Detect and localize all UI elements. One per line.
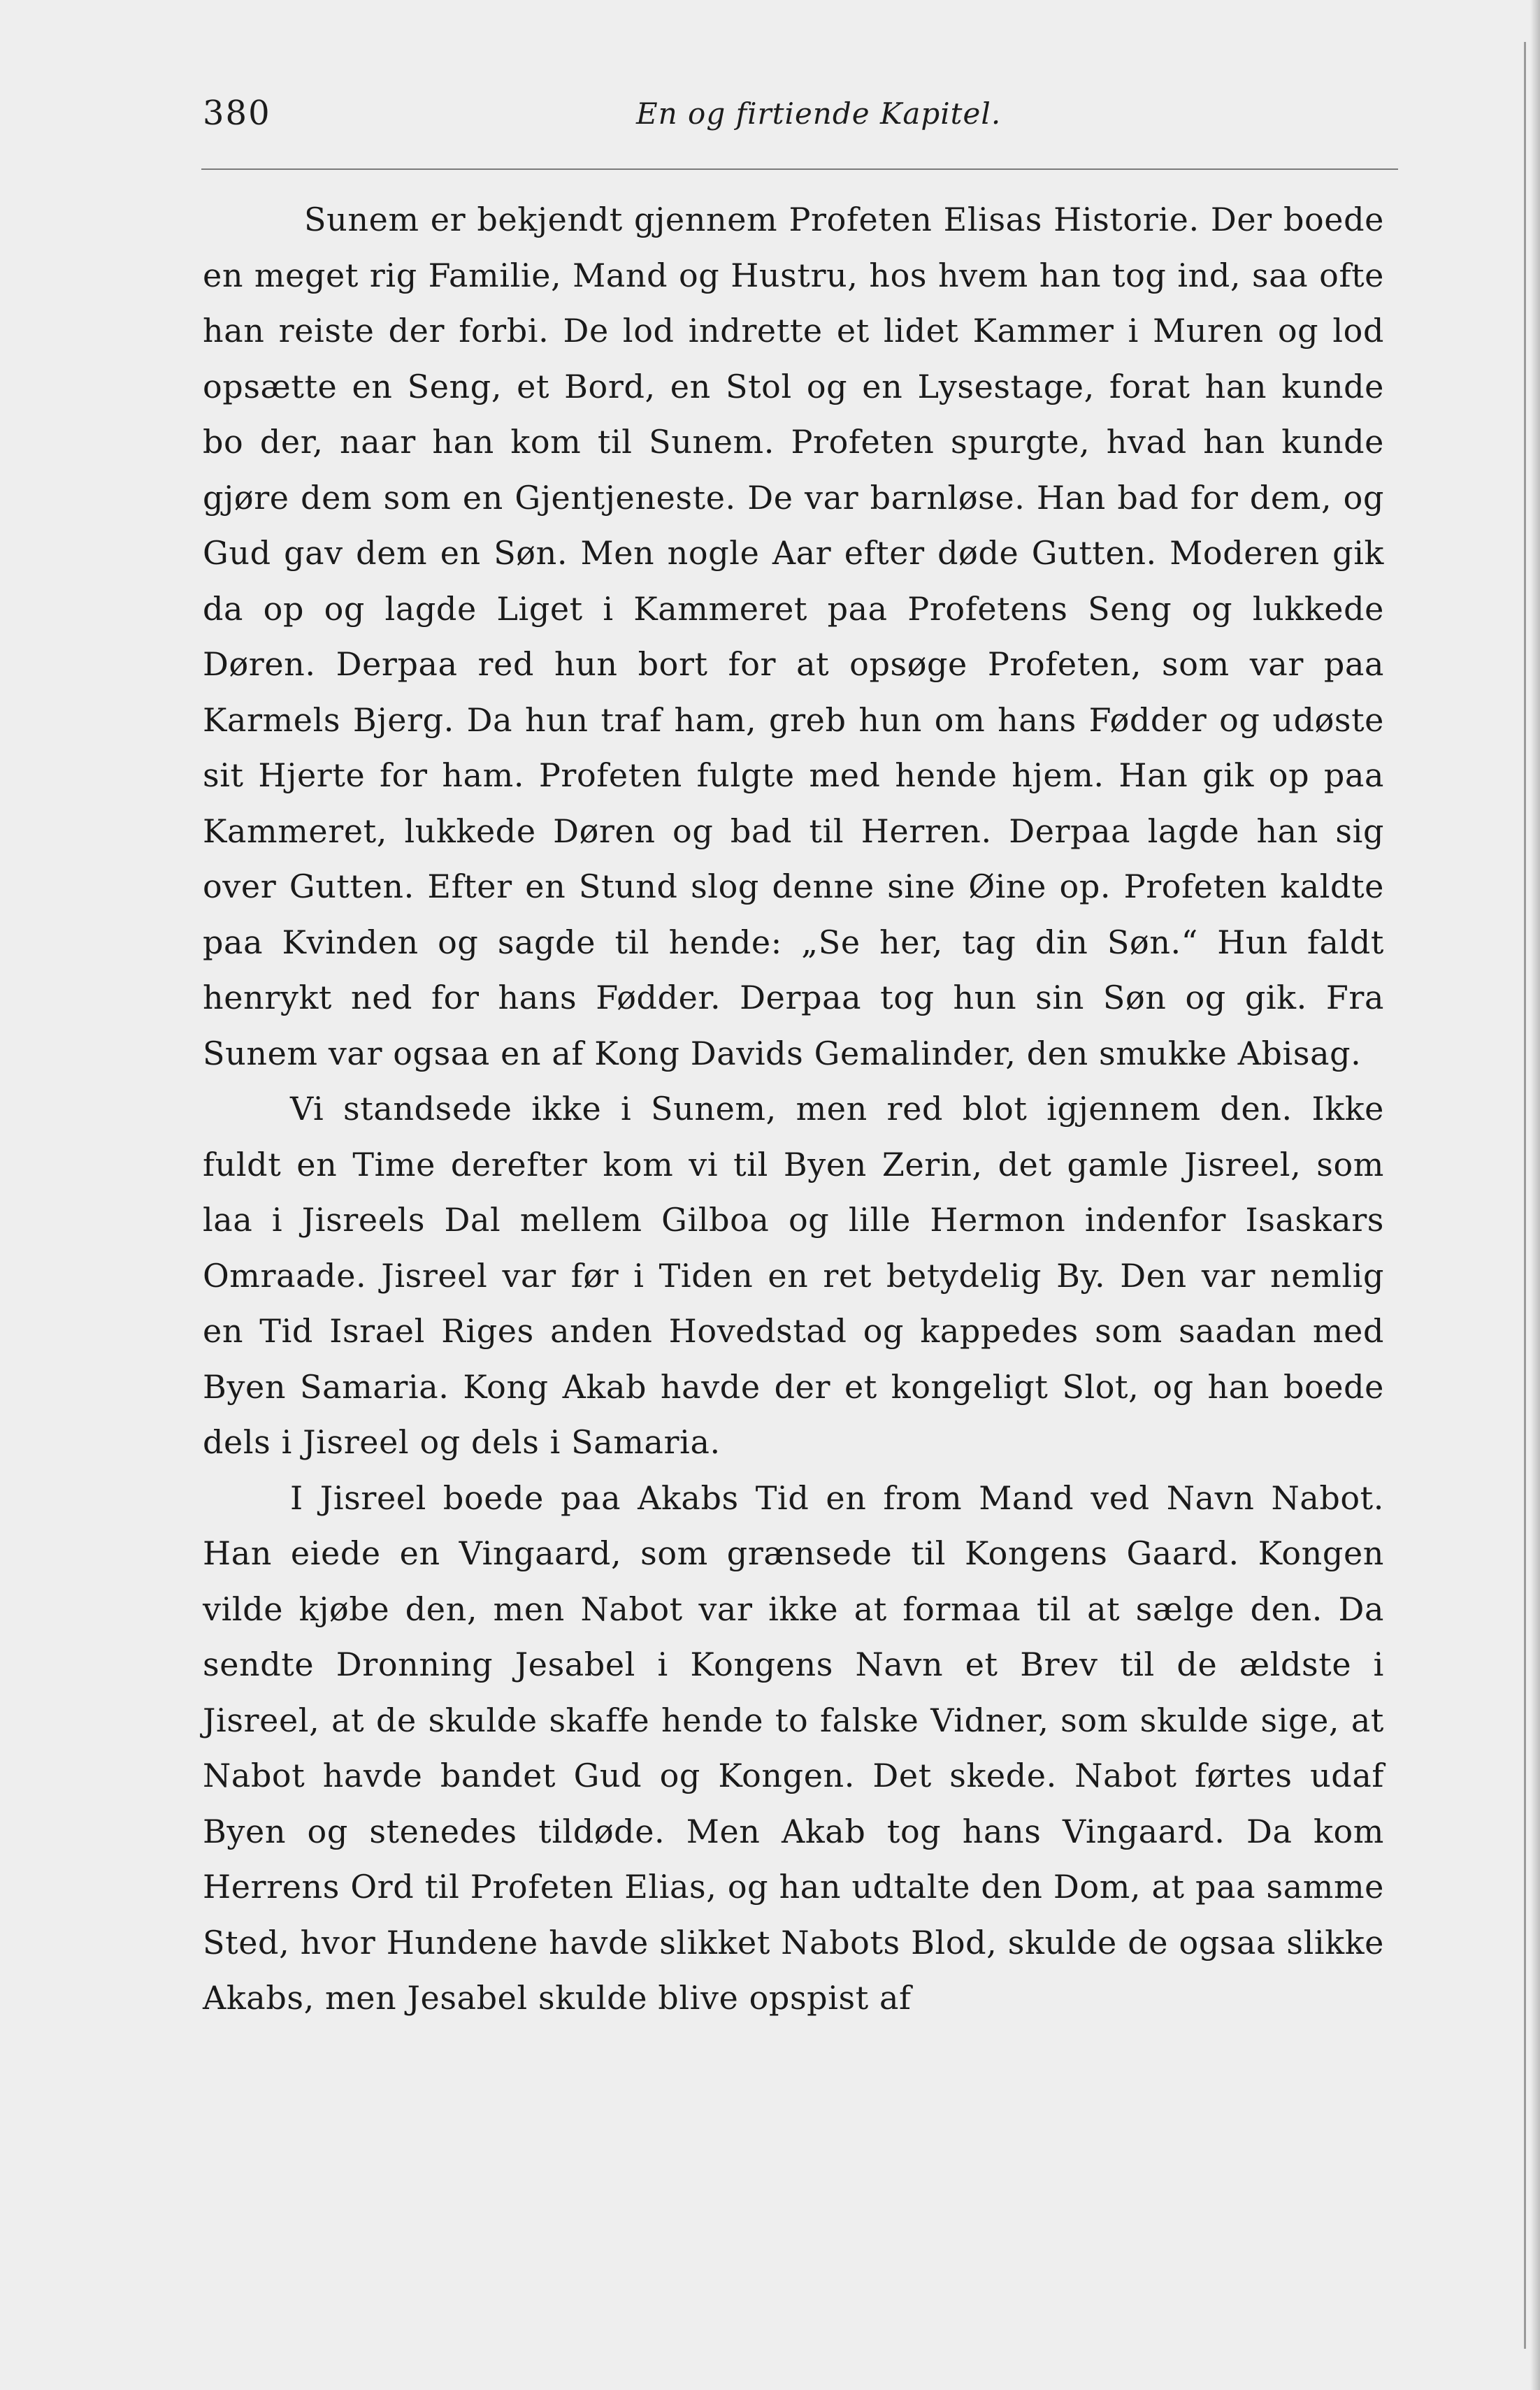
page-number: 380 xyxy=(203,94,271,133)
header-rule xyxy=(201,168,1398,170)
page-header xyxy=(203,94,1391,143)
body-text xyxy=(203,192,1384,2027)
page-edge-line xyxy=(1524,42,1526,2349)
paragraph-jisreel: Vi standsede ikke i Sunem, men red blot igjennem den. Ikke fuldt en Time derefter kom vi til Byen Zerin, det gamle Jisreel, som laa i Jisreels Dal mellem Gilboa og lille Hermon indenfor Isaskars Omraade. Jisreel var før i Tiden en ret betydelig By. Den var nemlig en Tid Israel Riges anden Hovedstad og kappedes som saadan med Byen Samaria. Kong Akab havde der et kongeligt Slot, og han boede dels i Jisreel og dels i Samaria. xyxy=(203,1090,1384,1461)
running-title: En og firtiende Kapitel. xyxy=(636,96,1002,131)
page-edge-shadow xyxy=(1530,0,1540,2390)
paragraph-sunem: Sunem er bekjendt gjennem Profeten Elisas Historie. Der boede en meget rig Familie, Mand og Hustru, hos hvem han tog ind, saa ofte han reiste der forbi. De lod indrette et lidet Kammer i Muren og lod opsætte en Seng, et Bord, en Stol og en Lysestage, forat han kunde bo der, naar han kom til Sunem. Profeten spurgte, hvad han kunde gjøre dem som en Gjentjeneste. De var barnløse. Han bad for dem, og Gud gav dem en Søn. Men nogle Aar efter døde Gutten. Moderen gik da op og lagde Liget i Kammeret paa Profetens Seng og lukkede Døren. Derpaa red hun bort for at opsøge Profeten, som var paa Karmels Bjerg. Da hun traf ham, greb hun om hans Fødder og udøste sit Hjerte for ham. Profeten fulgte med hende hjem. Han gik op paa Kammeret, lukkede Døren og bad til Herren. Derpaa lagde han sig over Gutten. Efter en Stund slog denne sine Øine op. Profeten kaldte paa Kvinden og sagde til hende: „Se her, tag din Søn.“ Hun faldt henrykt ned for hans Fødder. Derpaa tog hun sin Søn og gik. Fra Sunem var ogsaa en af Kong Davids Gemalinder, den smukke Abisag. xyxy=(203,201,1384,1072)
paragraph-nabot: I Jisreel boede paa Akabs Tid en from Mand ved Navn Nabot. Han eiede en Vingaard, som grænsede til Kongens Gaard. Kongen vilde kjøbe den, men Nabot var ikke at formaa til at sælge den. Da sendte Dronning Jesabel i Kongens Navn et Brev til de ældste i Jisreel, at de skulde skaffe hende to falske Vidner, som skulde sige, at Nabot havde bandet Gud og Kongen. Det skede. Nabot førtes udaf Byen og stenedes tildøde. Men Akab tog hans Vingaard. Da kom Herrens Ord til Profeten Elias, og han udtalte den Dom, at paa samme Sted, hvor Hundene havde slikket Nabots Blod, skulde de ogsaa slikke Akabs, men Jesabel skulde blive opspist af xyxy=(203,1478,1384,2017)
